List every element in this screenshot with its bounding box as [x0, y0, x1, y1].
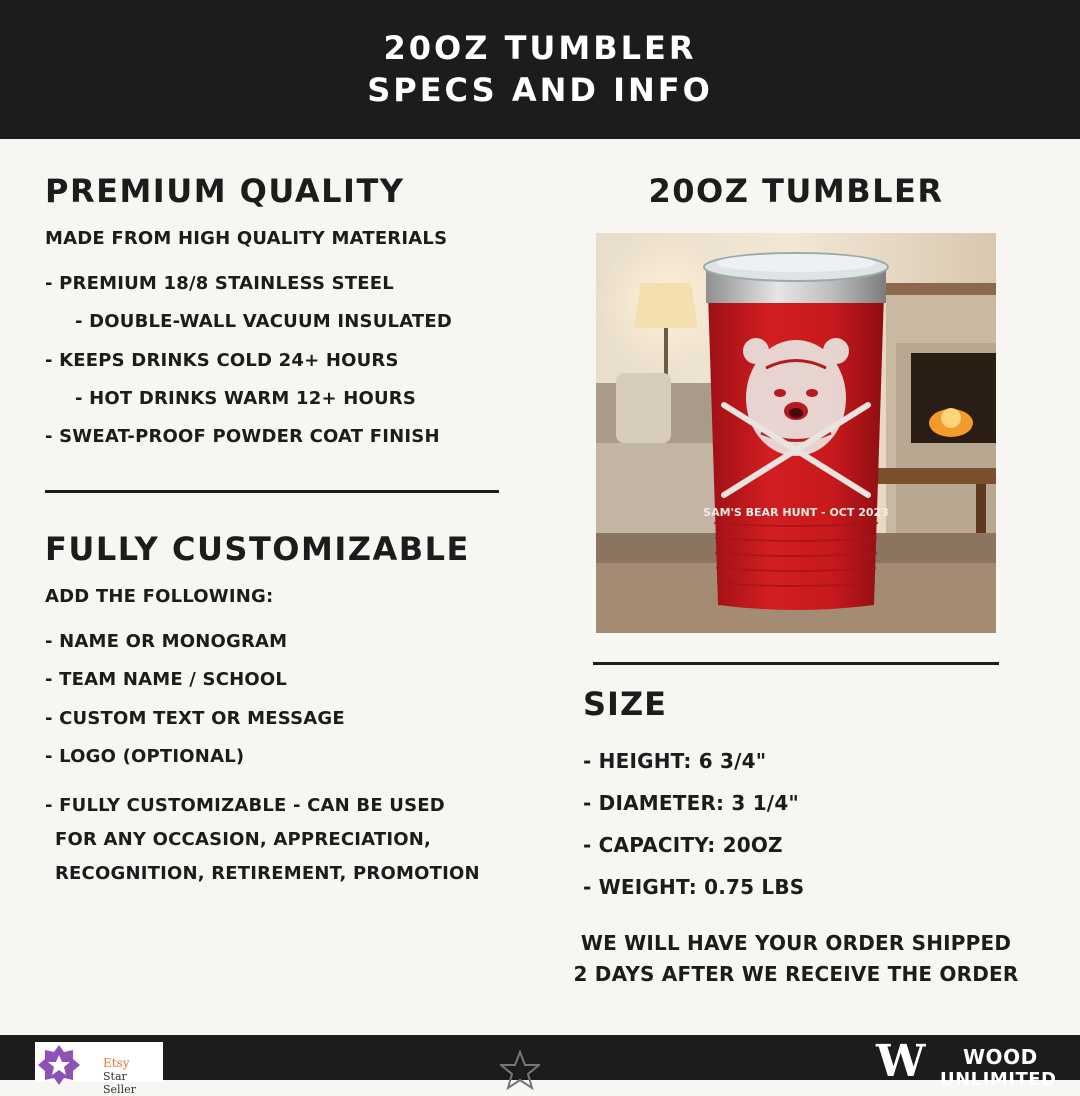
brand-logo-mark: W	[876, 1036, 918, 1087]
section-divider	[45, 490, 499, 493]
custom-item: - LOGO (OPTIONAL)	[45, 746, 245, 767]
section-divider	[593, 662, 999, 665]
shipping-line: WE WILL HAVE YOUR ORDER SHIPPED	[580, 931, 1012, 955]
quality-item: - SWEAT-PROOF POWDER COAT FINISH	[45, 426, 440, 447]
custom-intro: ADD THE FOLLOWING:	[45, 586, 274, 607]
quality-intro: MADE FROM HIGH QUALITY MATERIALS	[45, 228, 448, 249]
star-seller-label: Star Seller	[103, 1070, 136, 1096]
size-item: - CAPACITY: 20OZ	[583, 833, 783, 857]
quality-item: - DOUBLE-WALL VACUUM INSULATED	[75, 311, 453, 332]
custom-note-line: - FULLY CUSTOMIZABLE - CAN BE USED	[45, 795, 445, 816]
custom-item: - NAME OR MONOGRAM	[45, 631, 288, 652]
shipping-line: 2 DAYS AFTER WE RECEIVE THE ORDER	[573, 962, 1019, 986]
custom-note-line: RECOGNITION, RETIREMENT, PROMOTION	[55, 863, 480, 884]
tumbler-product-photo	[596, 233, 996, 633]
page-header	[0, 0, 1080, 139]
badge-icon	[37, 1043, 81, 1087]
quality-item: - PREMIUM 18/8 STAINLESS STEEL	[45, 273, 394, 294]
size-heading: SIZE	[583, 685, 668, 723]
fully-customizable-heading: FULLY CUSTOMIZABLE	[45, 530, 470, 568]
size-item: - DIAMETER: 3 1/4"	[583, 791, 800, 815]
engraving-text: SAM'S BEAR HUNT - OCT 2023	[703, 506, 889, 519]
brand-logo-subword: UNLIMITED	[940, 1069, 1057, 1090]
header-title-line1: 20OZ TUMBLER	[383, 29, 697, 67]
page-footer	[0, 1035, 1080, 1096]
header-title-line2: SPECS AND INFO	[367, 71, 713, 109]
product-title: 20OZ TUMBLER	[648, 172, 944, 210]
brand-logo-word: WOOD	[963, 1045, 1038, 1069]
quality-item: - KEEPS DRINKS COLD 24+ HOURS	[45, 350, 399, 371]
custom-item: - TEAM NAME / SCHOOL	[45, 669, 288, 690]
size-item: - WEIGHT: 0.75 LBS	[583, 875, 805, 899]
etsy-label: Etsy	[103, 1056, 130, 1070]
premium-quality-heading: PREMIUM QUALITY	[45, 172, 405, 210]
star-icon	[500, 1050, 540, 1090]
etsy-star-seller-badge	[35, 1042, 163, 1096]
custom-note-line: FOR ANY OCCASION, APPRECIATION,	[55, 829, 432, 850]
size-item: - HEIGHT: 6 3/4"	[583, 749, 767, 773]
quality-item: - HOT DRINKS WARM 12+ HOURS	[75, 388, 417, 409]
custom-item: - CUSTOM TEXT OR MESSAGE	[45, 708, 345, 729]
